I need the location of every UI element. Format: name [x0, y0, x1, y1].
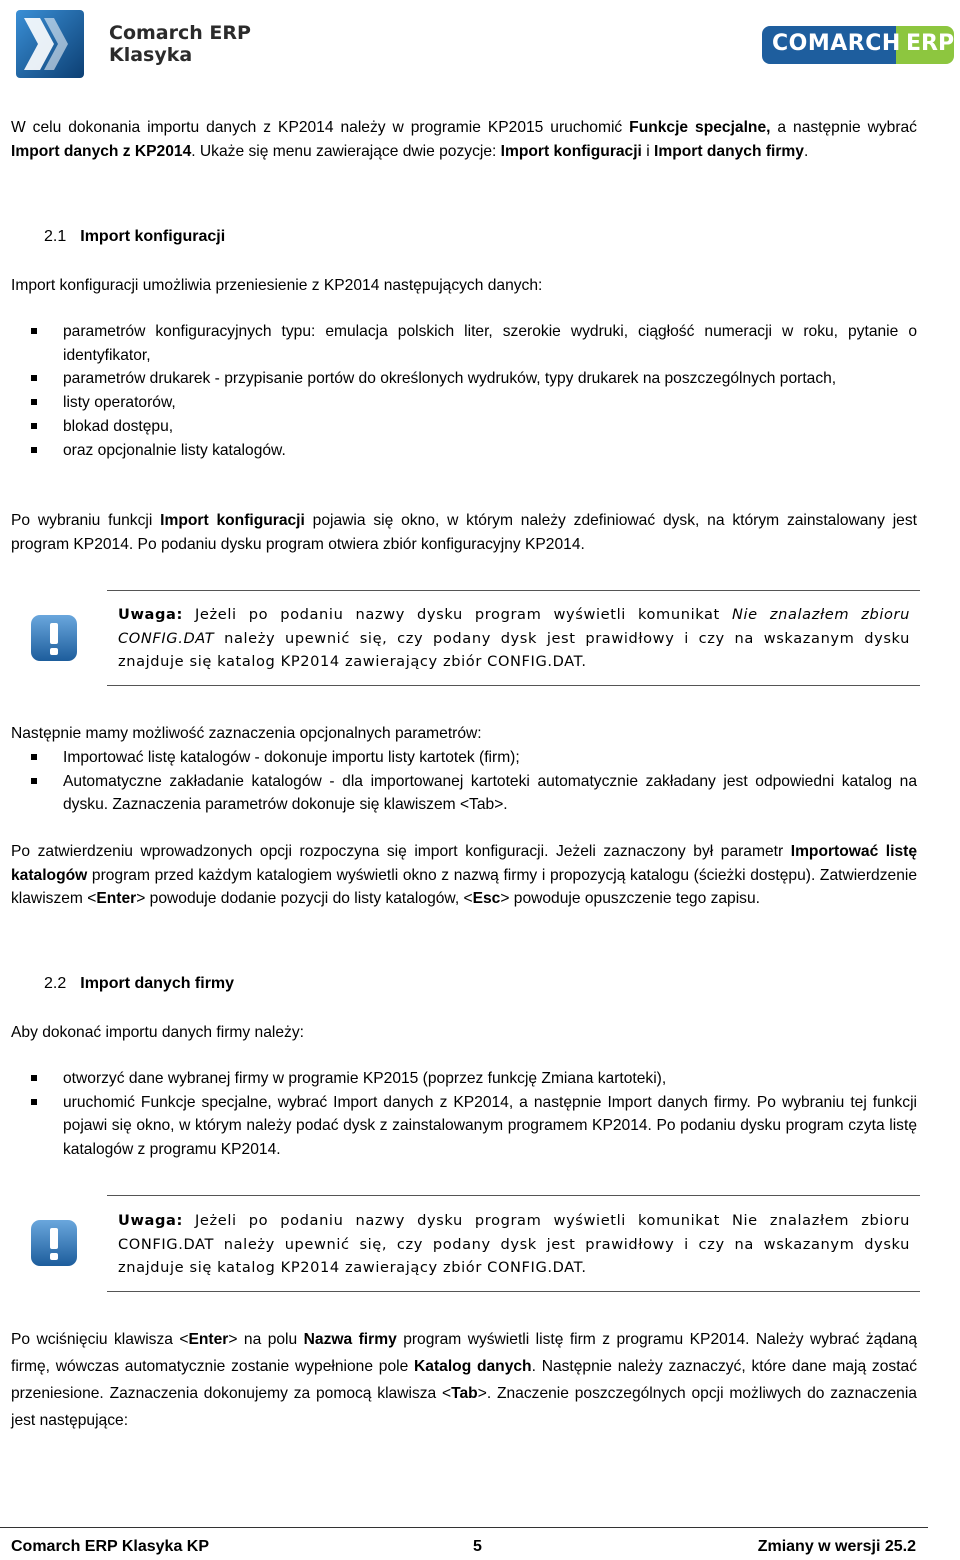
- section2-paragraph-2: Po wciśnięciu klawisza <Enter> na polu Nazwa firmy program wyświetli listę firm z programu KP2014. Należy wybrać żądaną firmę, wówczas automatycznie zostanie wypełnione pole Katalog danych. Następnie należy zaznaczyć, które dane mają zostać przeniesione. Zaznaczenia dokonujemy za pomocą klawisza <Tab>. Znaczenie poszczególnych opcji możliwych do zaznaczenia jest następujące:: [11, 1331, 918, 1429]
- section-heading-2-2: 2.2 Import danych firmy: [44, 975, 235, 992]
- section1-options-list: [11, 746, 917, 817]
- footer-version: Zmiany w wersji 25.2: [757, 1538, 916, 1555]
- list-item: oraz opcjonalnie listy katalogów.: [11, 439, 917, 463]
- footer-page-number: 5: [473, 1538, 482, 1555]
- section-heading-2-1: 2.1 Import konfiguracji: [44, 228, 226, 245]
- warning-exclamation-icon: [30, 1219, 78, 1267]
- note1-bottom-rule: [107, 685, 920, 686]
- comarch-erp-brand-logo: [762, 26, 954, 64]
- list-item: otworzyć dane wybranej firmy w programie KP2015 (poprzez funkcję Zmiana kartoteki),: [11, 1067, 917, 1091]
- list-item: Importować listę katalogów - dokonuje importu listy kartotek (firm);: [11, 746, 917, 770]
- comarch-erp-klasyka-logo-icon: [14, 8, 88, 82]
- header-logo-left: [14, 8, 254, 82]
- section1-lead: Import konfiguracji umożliwia przeniesienie z KP2014 następujących danych:: [11, 277, 543, 294]
- note2-top-rule: [107, 1195, 920, 1196]
- note1-top-rule: [107, 590, 920, 591]
- intro-paragraph: W celu dokonania importu danych z KP2014 należy w programie KP2015 uruchomić Funkcje specjalne, a następnie wybrać Import danych z KP2014. Ukaże się menu zawierające dwie pozycje: Import konfiguracji i Import danych firmy.: [11, 119, 917, 160]
- footer-product: Comarch ERP Klasyka KP: [11, 1538, 210, 1555]
- list-item: uruchomić Funkcje specjalne, wybrać Import danych z KP2014, a następnie Import danych firmy. Po wybraniu tej funkcji pojawi się okno, w którym należy podać dysk z zainstalowanym programem KP2014. Po podaniu dysku program czyta listę katalogów z programu KP2014.: [11, 1091, 917, 1162]
- note1-text: Uwaga: Jeżeli po podaniu nazwy dysku program wyświetli komunikat Nie znalazłem zbioru CONFIG.DAT należy upewnić się, czy podany dysk jest prawidłowy i czy na wskazanym dysku znajduje się katalog KP2014 zawierający zbiór CONFIG.DAT.: [118, 606, 910, 670]
- brand-logo-comarch-text: COMARCH: [772, 31, 901, 56]
- product-name: Comarch ERP Klasyka: [109, 22, 251, 66]
- section1-paragraph-4: Po zatwierdzeniu wprowadzonych opcji rozpoczyna się import konfiguracji. Jeżeli zaznaczony był parametr Importować listę katalogów program przed każdym katalogiem wyświetli okno z nazwą firmy i propozycją katalogu (ścieżki dostępu). Zatwierdzenie klawiszem <Enter> powoduje dodanie pozycji do listy katalogów, <Esc> powoduje opuszczenie tego zapisu.: [11, 843, 918, 908]
- section1-paragraph-2: Po wybraniu funkcji Import konfiguracji pojawia się okno, w którym należy zdefiniować dysk, na którym zainstalowany jest program KP2014. Po podaniu dysku program otwiera zbiór konfiguracyjny KP2014.: [11, 512, 917, 553]
- list-item: parametrów drukarek - przypisanie portów do określonych wydruków, typy drukarek na poszczególnych portach,: [11, 367, 917, 391]
- list-item: blokad dostępu,: [11, 415, 917, 439]
- footer-rule: [0, 1527, 928, 1528]
- section1-bullet-list: [11, 320, 917, 462]
- section2-bullet-list: [11, 1067, 917, 1162]
- section1-paragraph-3: Następnie mamy możliwość zaznaczenia opcjonalnych parametrów:: [11, 725, 482, 742]
- section2-lead: Aby dokonać importu danych firmy należy:: [11, 1024, 304, 1041]
- note2-bottom-rule: [107, 1291, 920, 1292]
- list-item: parametrów konfiguracyjnych typu: emulacja polskich liter, szerokie wydruki, ciągłość numeracji w roku, pytanie o identyfikator,: [11, 320, 917, 367]
- warning-exclamation-icon: [30, 614, 78, 662]
- brand-logo-erp-text: ERP: [906, 31, 955, 56]
- list-item: listy operatorów,: [11, 391, 917, 415]
- note2-text: Uwaga: Jeżeli po podaniu nazwy dysku program wyświetli komunikat Nie znalazłem zbioru CONFIG.DAT należy upewnić się, czy podany dysk jest prawidłowy i czy na wskazanym dysku znajduje się katalog KP2014 zawierający zbiór CONFIG.DAT.: [118, 1212, 910, 1276]
- list-item: Automatyczne zakładanie katalogów - dla importowanej kartoteki automatycznie zakładany jest odpowiedni katalog na dysku. Zaznaczenia parametrów dokonuje się klawiszem <Tab>.: [11, 770, 917, 817]
